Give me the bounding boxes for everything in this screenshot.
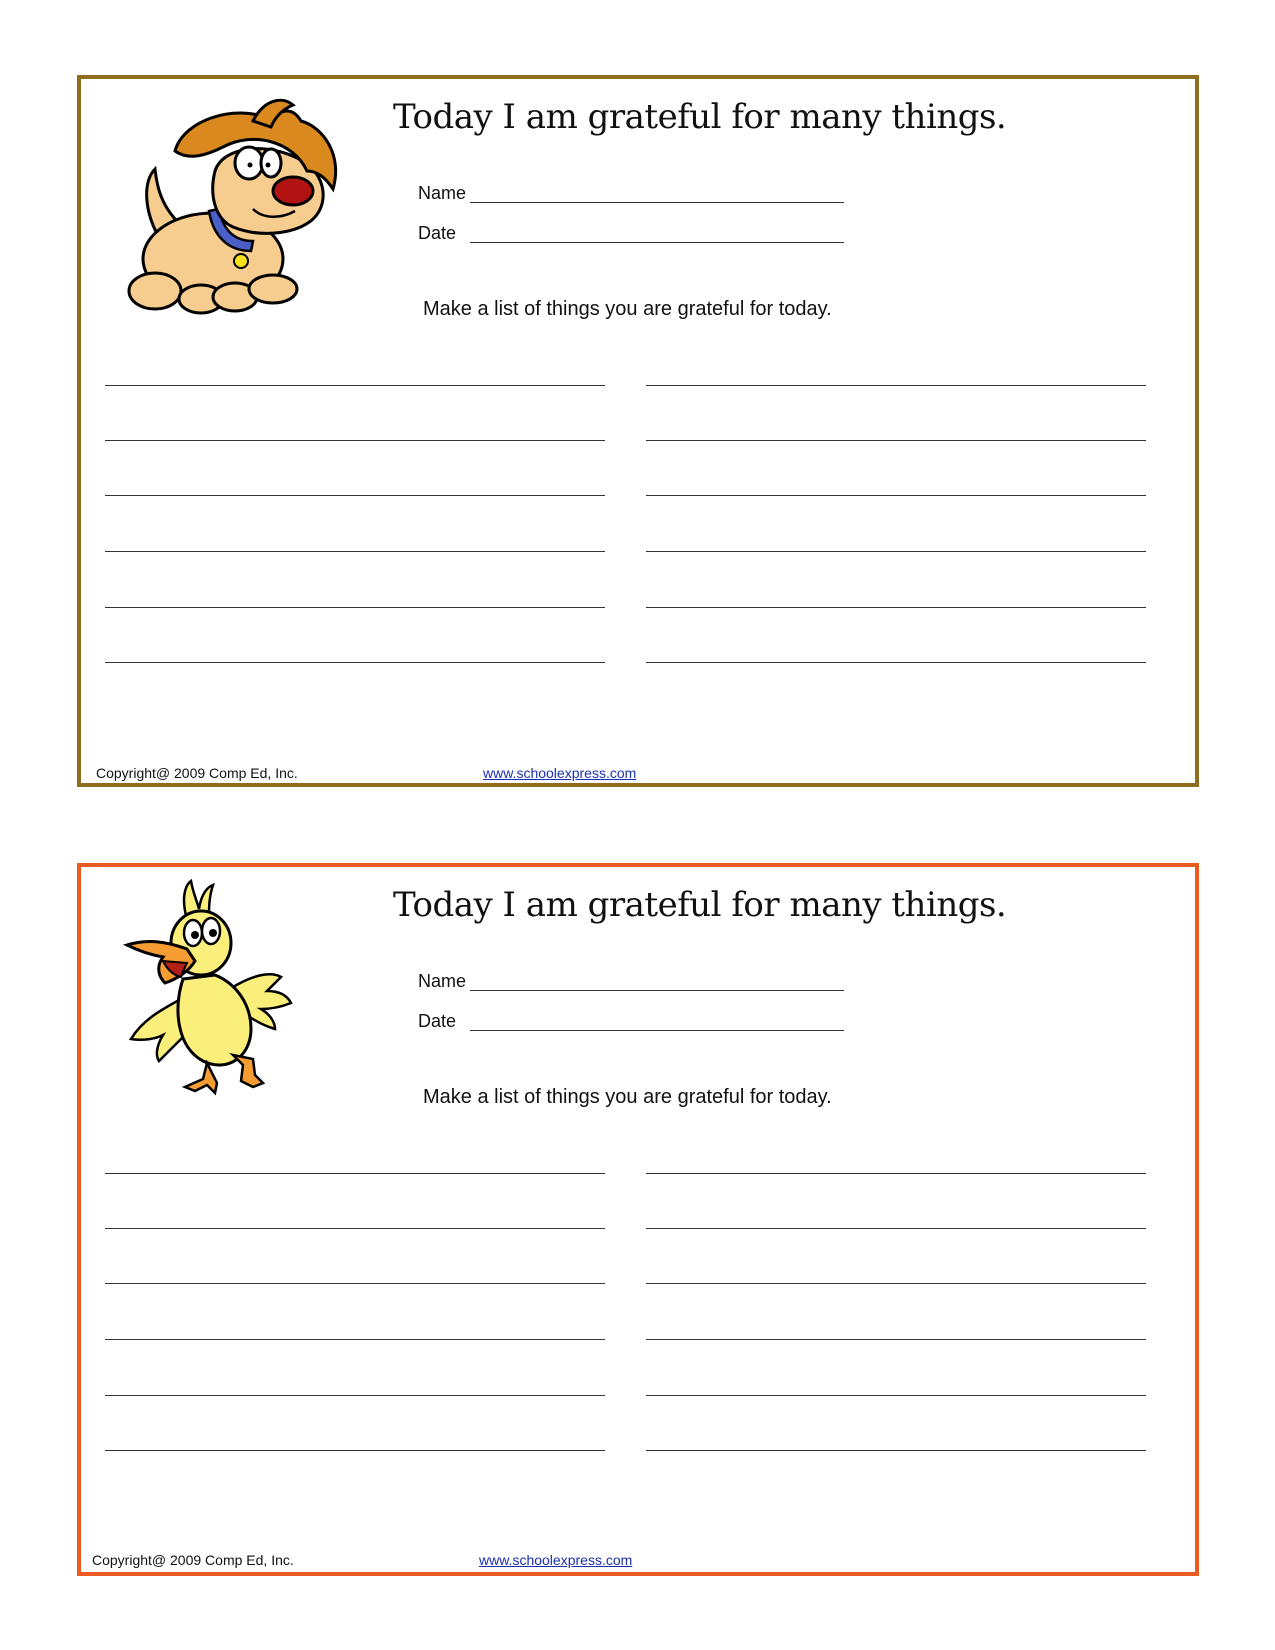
writing-line[interactable] — [105, 495, 605, 496]
writing-line[interactable] — [646, 1283, 1146, 1284]
writing-line[interactable] — [646, 551, 1146, 552]
writing-line[interactable] — [105, 1339, 605, 1340]
website-link[interactable]: www.schoolexpress.com — [479, 1552, 633, 1568]
writing-line[interactable] — [105, 1283, 605, 1284]
writing-line[interactable] — [105, 440, 605, 441]
writing-lines — [81, 79, 1195, 783]
writing-line[interactable] — [105, 1228, 605, 1229]
copyright-text: Copyright@ 2009 Comp Ed, Inc. — [92, 1552, 294, 1568]
writing-line[interactable] — [646, 495, 1146, 496]
website-link[interactable]: www.schoolexpress.com — [483, 765, 637, 781]
worksheet-bottom — [77, 863, 1199, 1576]
instruction-text: Make a list of things you are grateful for today. — [423, 298, 832, 320]
writing-line[interactable] — [646, 662, 1146, 663]
writing-line[interactable] — [646, 1228, 1146, 1229]
name-label: Name — [418, 971, 467, 991]
writing-lines — [81, 867, 1195, 1572]
copyright-text: Copyright@ 2009 Comp Ed, Inc. — [96, 765, 298, 781]
writing-line[interactable] — [646, 385, 1146, 386]
date-label: Date — [418, 223, 457, 243]
writing-line[interactable] — [105, 1395, 605, 1396]
worksheet-title: Today I am grateful for many things. — [393, 97, 1007, 137]
writing-line[interactable] — [105, 1450, 605, 1451]
writing-line[interactable] — [105, 607, 605, 608]
writing-line[interactable] — [646, 607, 1146, 608]
writing-line[interactable] — [646, 440, 1146, 441]
instruction-text: Make a list of things you are grateful for today. — [423, 1086, 832, 1108]
writing-line[interactable] — [105, 662, 605, 663]
writing-line[interactable] — [646, 1339, 1146, 1340]
date-label: Date — [418, 1011, 457, 1031]
writing-line[interactable] — [646, 1450, 1146, 1451]
worksheet-title: Today I am grateful for many things. — [393, 885, 1007, 925]
worksheet-top — [77, 75, 1199, 787]
writing-line[interactable] — [105, 551, 605, 552]
writing-line[interactable] — [646, 1395, 1146, 1396]
writing-line[interactable] — [105, 385, 605, 386]
writing-line[interactable] — [105, 1173, 605, 1174]
name-label: Name — [418, 183, 467, 203]
writing-line[interactable] — [646, 1173, 1146, 1174]
